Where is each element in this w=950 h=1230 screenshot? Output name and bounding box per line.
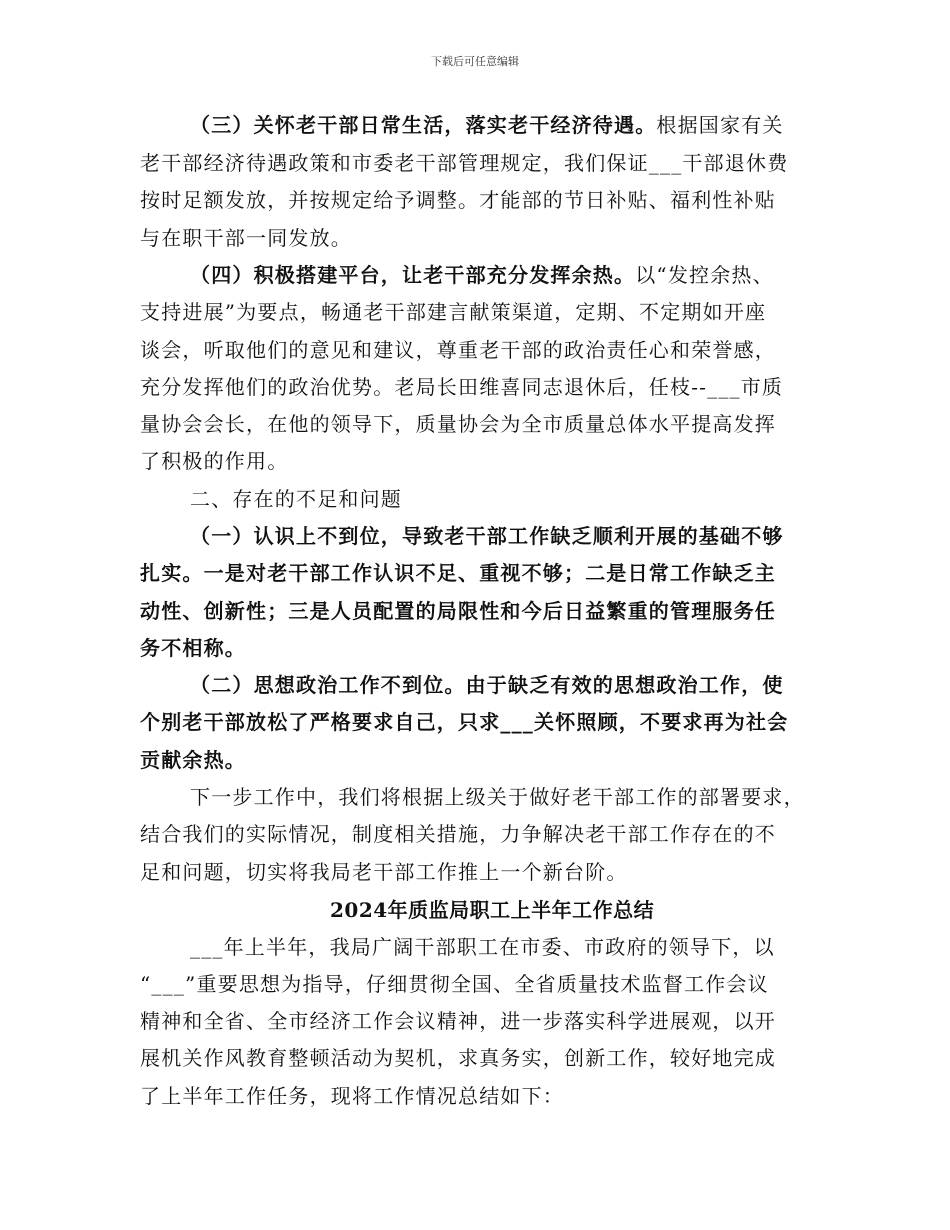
paragraph-line: 足和问题，切实将我局老干部工作推上一个新台阶。 <box>140 860 628 884</box>
paragraph-line: 精神和全省、全市经济工作会议精神，进一步落实科学进展观，以开 <box>140 1009 776 1033</box>
section-heading-2: 二、存在的不足和问题 <box>190 487 402 511</box>
paragraph-line: 了上半年工作任务，现将工作情况总结如下： <box>140 1084 564 1108</box>
paragraph-line: 动性、创新性；三是人员配置的局限性和今后日益繁重的管理服务任 <box>140 599 776 623</box>
paragraph-line: 下一步工作中，我们将根据上级关于做好老干部工作的部署要求， <box>190 785 805 809</box>
paragraph-line: 务不相称。 <box>140 636 246 660</box>
page-header: 下载后可任意编辑 <box>431 55 519 68</box>
text-run: 根据国家有关 <box>656 113 784 137</box>
paragraph-line: 谈会，听取他们的意见和建议，尊重老干部的政治责任心和荣誉感， <box>140 338 776 362</box>
paragraph-line: 个别老干部放松了严格要求自己，只求___关怀照顾，不要求再为社会 <box>140 710 789 734</box>
paragraph-line: 贡献余热。 <box>140 748 246 772</box>
document-title: 2024年质监局职工上半年工作总结 <box>330 898 655 922</box>
paragraph-line: “___”重要思想为指导，仔细贯彻全国、全省质量技术监督工作会议 <box>140 972 769 996</box>
paragraph-line: 充分发挥他们的政治优势。老局长田维喜同志退休后，任枝--___市质 <box>140 375 784 399</box>
text-run: 以“发控余热、 <box>635 263 774 287</box>
paragraph-line: 老干部经济待遇政策和市委老干部管理规定，我们保证___干部退休费 <box>140 151 789 175</box>
paragraph-line: 量协会会长，在他的领导下，质量协会为全市质量总体水平提高发挥 <box>140 412 776 436</box>
paragraph-line: 结合我们的实际情况，制度相关措施，力争解决老干部工作存在的不 <box>140 822 776 846</box>
paragraph-line: 与在职干部一同发放。 <box>140 226 352 250</box>
paragraph-line: 按时足额发放，并按规定给予调整。才能部的节日补贴、福利性补贴 <box>140 188 776 212</box>
paragraph-line: ___年上半年，我局广阔干部职工在市委、市政府的领导下，以 <box>190 935 775 959</box>
paragraph-line: 扎实。一是对老干部工作认识不足、重视不够；二是日常工作缺乏主 <box>140 561 776 585</box>
paragraph-line: 展机关作风教育整顿活动为契机，求真务实，创新工作，较好地完成 <box>140 1046 776 1070</box>
paragraph-line <box>190 259 774 291</box>
paragraph-line: 支持进展”为要点，畅通老干部建言献策渠道，定期、不定期如开座 <box>140 300 767 324</box>
paragraph-line: （二）思想政治工作不到位。由于缺乏有效的思想政治工作，使 <box>190 673 784 697</box>
section-heading-3: （三）关怀老干部日常生活，落实老干经济待遇。 <box>190 113 657 137</box>
paragraph-line <box>190 109 784 141</box>
paragraph-line: （一）认识上不到位，导致老干部工作缺乏顺利开展的基础不够 <box>190 524 784 548</box>
section-heading-4: （四）积极搭建平台，让老干部充分发挥余热。 <box>190 263 636 287</box>
paragraph-line: 了积极的作用。 <box>140 449 289 473</box>
